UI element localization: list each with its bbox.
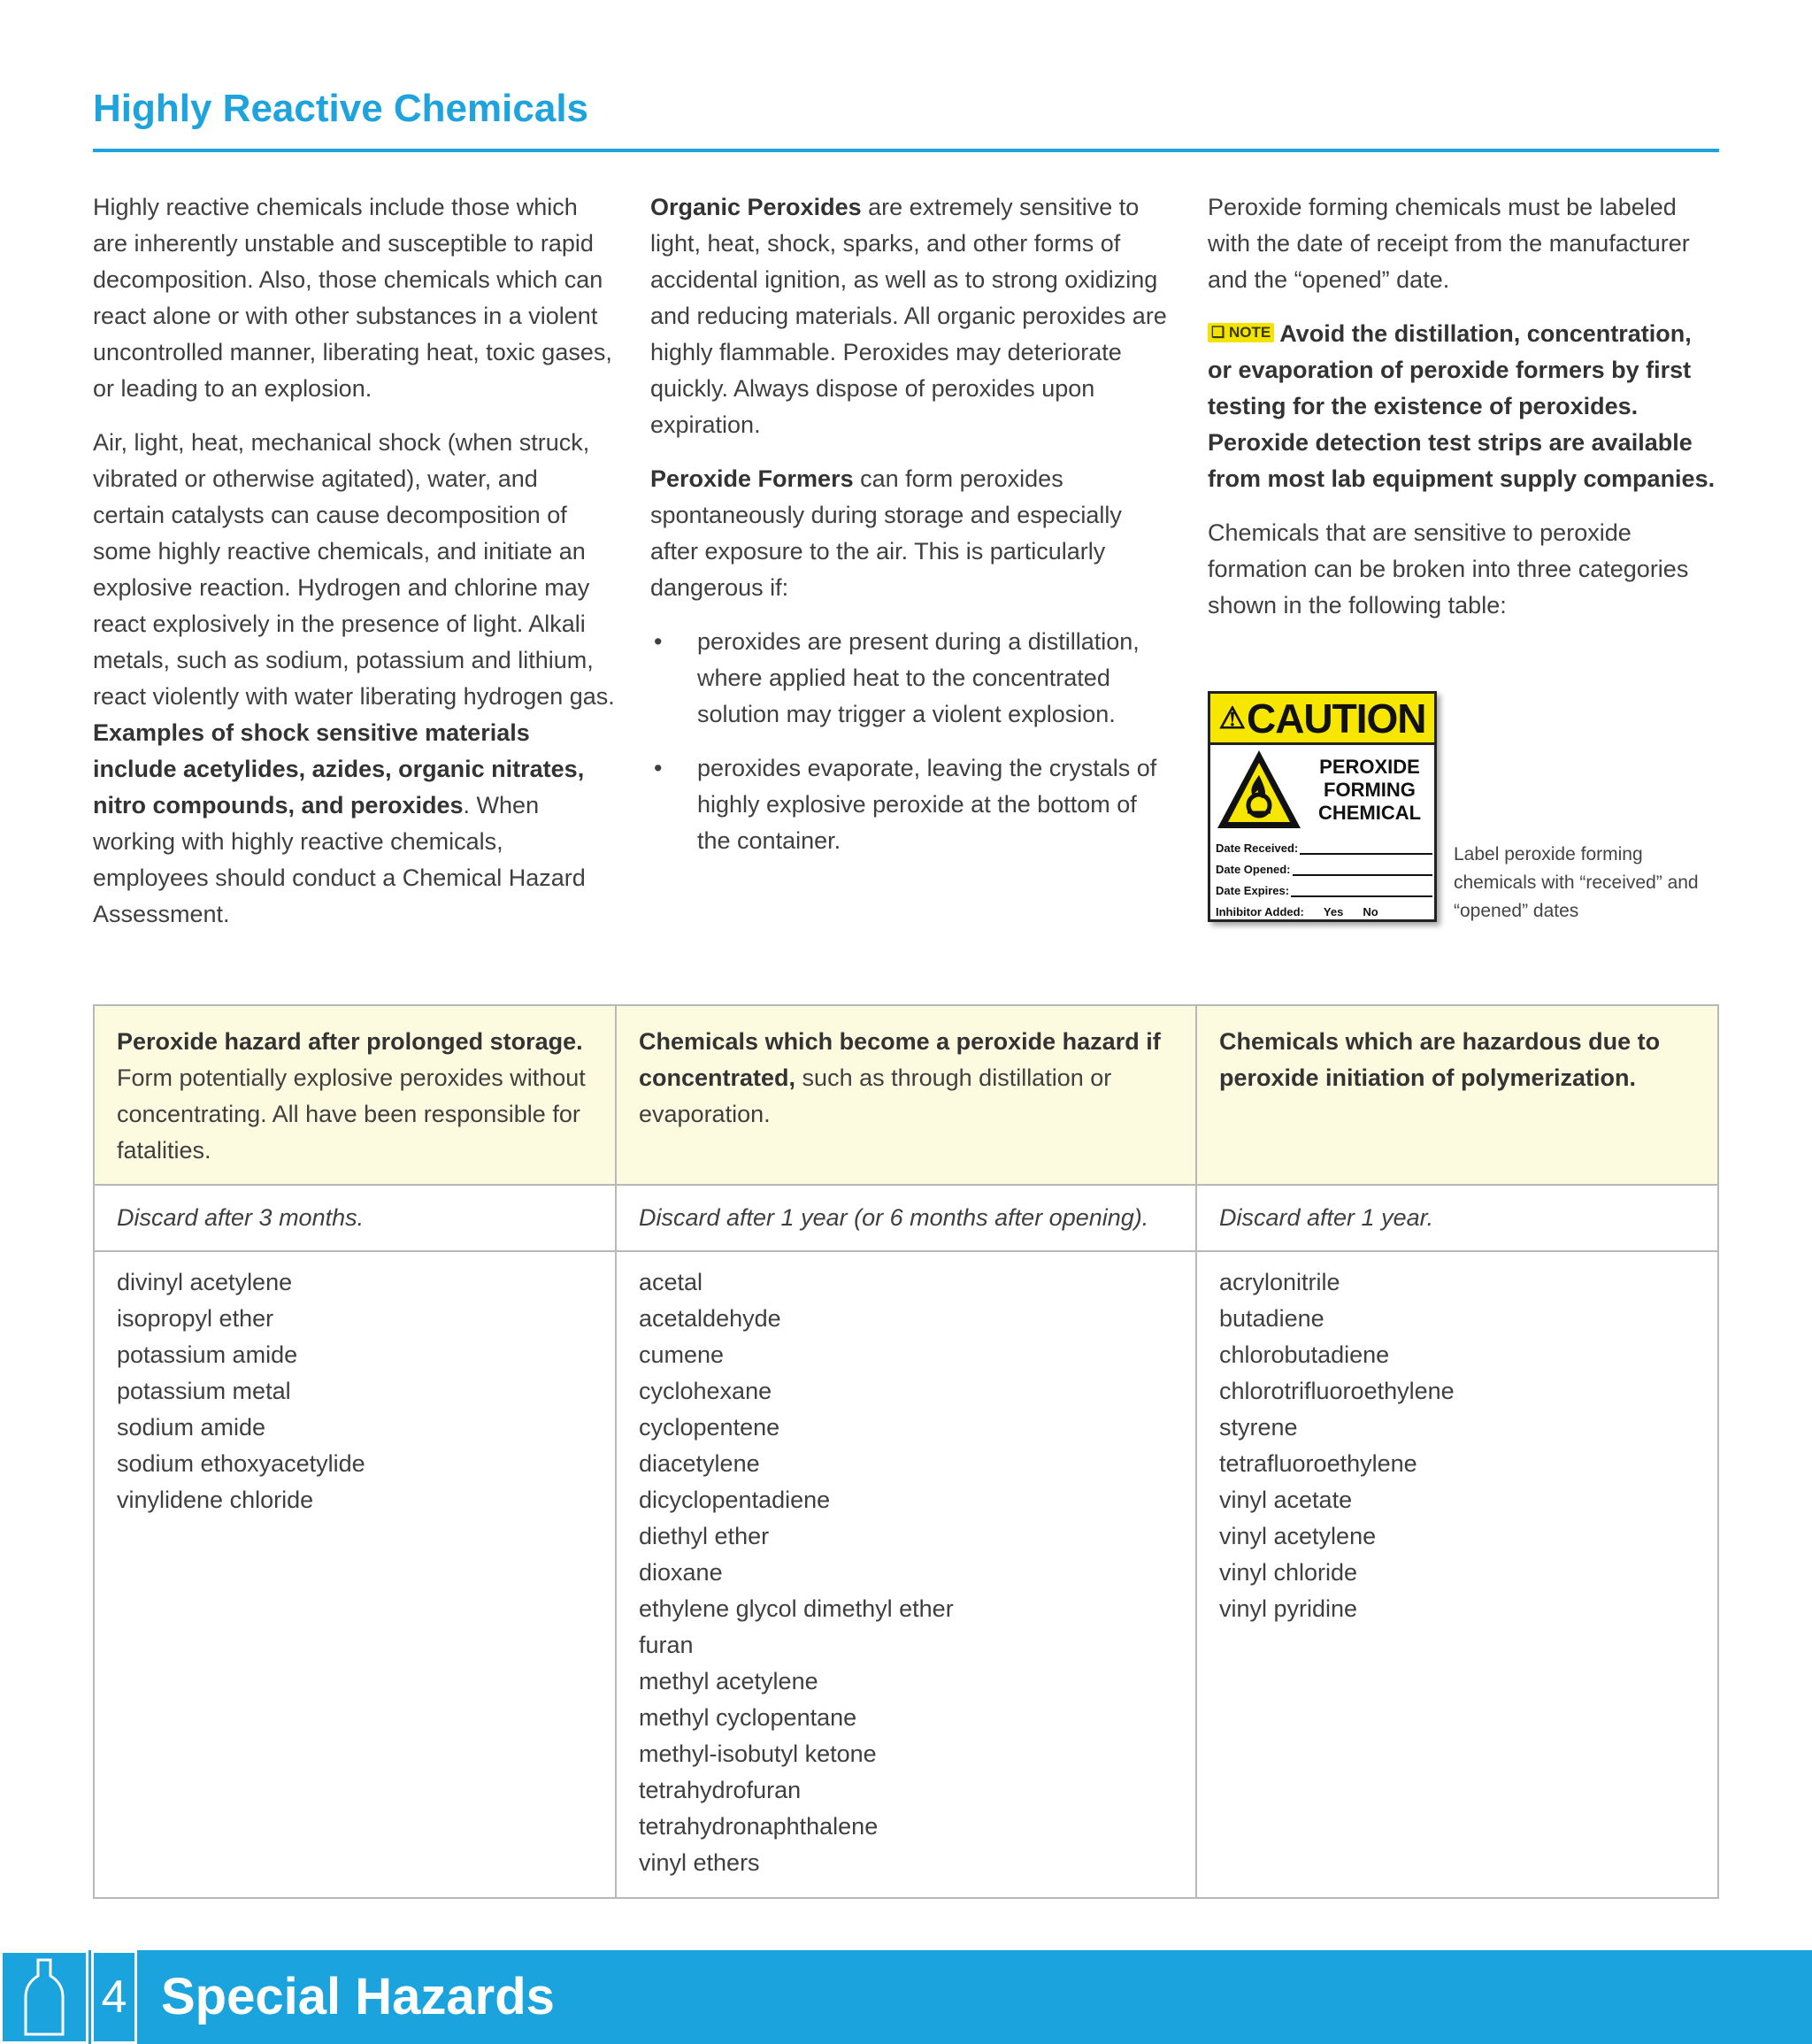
date-opened-field [1216,855,1432,876]
discard-cell: Discard after 3 months. [95,1186,617,1250]
organic-peroxides-text: are extremely sensitive to light, heat, shock, sparks, and other forms of accidental ignition, as well as to strong oxidizing and reducing materials. All organic peroxides are highly flammable. Peroxides may deteriorate quickly. Always dispose of peroxides upon expiration. [650,194,1167,438]
chemical-name: styrene [1219,1414,1298,1441]
discard-cell: Discard after 1 year. [1219,1204,1434,1231]
bullet-icon: • [654,755,663,781]
chemical-name: vinylidene chloride [117,1487,314,1513]
chemical-name: butadiene [1219,1305,1324,1332]
decomposition-paragraph [93,425,615,933]
peroxide-formers-paragraph [650,461,1172,606]
chemical-name: chlorobutadiene [1219,1341,1390,1368]
page-title: Highly Reactive Chemicals [93,87,589,130]
chemical-list-cell [95,1252,617,1897]
chemical-name: methyl cyclopentane [639,1704,857,1731]
caution-header [1210,694,1434,745]
bottle-icon [0,1950,88,2044]
chemical-name: methyl-isobutyl ketone [639,1740,877,1767]
chemical-name: divinyl acetylene [117,1269,293,1295]
chemical-list [1219,1264,1695,1627]
chemical-name: diacetylene [639,1450,760,1477]
chemical-name: sodium amide [117,1414,266,1441]
caution-label-image [1208,691,1437,922]
header-bold: Chemicals which are hazardous due to peroxide initiation of polymerization. [1219,1028,1661,1091]
label-line-peroxide: PEROXIDE [1319,756,1420,778]
caution-fields [1216,834,1432,918]
date-received-field [1216,834,1432,855]
chemical-name: isopropyl ether [117,1305,274,1332]
caution-body [1210,745,1434,834]
organic-peroxides-paragraph [650,189,1172,443]
intro-paragraph: Highly reactive chemicals include those which are inherently unstable and susceptible to rapid decomposition. Also, those chemicals which can react alone or with other substances in a violent uncontrolled manner, liberating heat, toxic gases, or leading to an explosion. [93,194,612,402]
chemical-list-cell [617,1252,1197,1897]
header-bold: Peroxide hazard after prolonged storage. [117,1028,583,1055]
chemical-name: acrylonitrile [1219,1269,1340,1295]
date-expires-field [1216,876,1432,897]
chemical-list [117,1264,593,1518]
caution-heading: CAUTION [1246,695,1426,742]
decomposition-text: Air, light, heat, mechanical shock (when struck, vibrated or otherwise agitated), water, and certain catalysts can cause decomposition of some highly reactive chemicals, and initiate an explosive reaction. Hydrogen and chlorine may react explosively in the presence of light. Alkali metals, such as sodium, potassium and lithium, react violently with water liberating hydrogen gas. [93,429,615,710]
chemical-name: vinyl acetylene [1219,1523,1377,1549]
chemical-name: acetaldehyde [639,1305,781,1332]
chemical-name: cumene [639,1341,725,1368]
table-row [95,1186,1717,1252]
bottle-icon-graphic [3,1953,86,2041]
inhibitor-yes: Yes [1323,905,1344,918]
peroxide-formers-term: Peroxide Formers [650,465,854,492]
section-title: Special Hazards [161,1968,555,2025]
chemical-name: potassium metal [117,1378,291,1404]
categories-paragraph: Chemicals that are sensitive to peroxide formation can be broken into three categories shown in the following table: [1208,519,1689,619]
table-header-cell [617,1006,1197,1184]
chapter-number: 4 [91,1950,137,2044]
labeling-paragraph: Peroxide forming chemicals must be labeled with the date of receipt from the manufacturer and the “opened” date. [1208,194,1690,293]
header-text: Form potentially explosive peroxides without concentrating. All have been responsible for fatalities. [117,1064,586,1164]
organic-peroxides-term: Organic Peroxides [650,194,862,220]
header-text: such as through distillation or evaporation. [639,1064,1112,1127]
chemical-name: methyl acetylene [639,1668,818,1694]
table-header-row [95,1006,1717,1186]
chemical-name: diethyl ether [639,1523,770,1549]
chemical-name: chlorotrifluoroethylene [1219,1378,1455,1404]
peroxide-categories-table [93,1004,1719,1899]
list-item [650,750,1172,859]
table-header-cell [1197,1006,1717,1184]
note-text: Avoid the distillation, concentration, or evaporation of peroxide formers by first testing for the existence of peroxides. Peroxide detection test strips are available from most lab equipment supply companies. [1208,320,1716,492]
oxidizer-flame-icon [1214,747,1304,832]
date-opened-label: Date Opened: [1216,863,1291,876]
bullet-text: peroxides are present during a distillation, where applied heat to the concentrated solution may trigger a violent explosion. [697,628,1140,727]
note-paragraph [1208,316,1721,497]
list-item [650,624,1172,733]
inhibitor-label: Inhibitor Added: [1216,905,1304,918]
inhibitor-field [1216,897,1432,918]
table-row [95,1252,1717,1897]
peroxide-formers-text: can form peroxides spontaneously during storage and especially after exposure to the air. This is particularly dangerous if: [650,465,1122,601]
label-line-forming: FORMING [1324,779,1416,801]
date-received-label: Date Received: [1216,841,1299,855]
chemical-name: dicyclopentadiene [639,1487,831,1513]
chemical-name: vinyl chloride [1219,1559,1358,1586]
chemical-name: tetrahydronaphthalene [639,1813,879,1840]
chemical-name: vinyl ethers [639,1849,760,1876]
chemical-name: vinyl acetate [1219,1487,1353,1513]
chemical-name: acetal [639,1269,703,1295]
date-expires-label: Date Expires: [1216,884,1290,897]
inhibitor-no: No [1363,905,1378,918]
caution-words [1308,756,1432,825]
peroxides-column [650,189,1172,877]
chemical-name: cyclopentene [639,1414,780,1441]
table-header-cell [95,1006,617,1184]
chemical-name: furan [639,1632,694,1658]
chemical-name: dioxane [639,1559,723,1586]
warning-icon: ⚠ [1218,701,1245,735]
intro-column [93,189,615,950]
section-footer [0,1950,1812,2044]
bullet-text: peroxides evaporate, leaving the crystals of highly explosive peroxide at the bottom of the container. [697,755,1157,854]
discard-cell: Discard after 1 year (or 6 months after opening). [617,1186,1197,1250]
danger-conditions-list [650,624,1172,859]
chemical-name: cyclohexane [639,1378,772,1404]
chemical-name: tetrahydrofuran [639,1777,802,1803]
chemical-name: sodium ethoxyacetylide [117,1450,365,1477]
chemical-list-cell [1197,1252,1717,1897]
chemical-name: tetrafluoroethylene [1219,1450,1417,1477]
bullet-icon: • [654,628,663,655]
title-divider [93,149,1719,152]
shock-sensitive-examples: Examples of shock sensitive materials include acetylides, azides, organic nitrates, nitro compounds, and peroxides [93,719,585,818]
note-tag: ❑ NOTE [1208,323,1274,342]
labeling-column [1208,189,1721,642]
chemical-name: vinyl pyridine [1219,1595,1358,1622]
header-bold: Chemicals which become a peroxide hazard if concentrated, [639,1028,1161,1091]
chemical-list [639,1264,1173,1881]
label-line-chemical: CHEMICAL [1317,802,1422,824]
assessment-text: . When working with highly reactive chemicals, employees should conduct a Chemical Hazard Assessment. [93,792,586,927]
chemical-name: ethylene glycol dimethyl ether [639,1595,954,1622]
chemical-name: potassium amide [117,1341,298,1368]
label-caption: Label peroxide forming chemicals with “received” and “opened” dates [1454,844,1699,921]
